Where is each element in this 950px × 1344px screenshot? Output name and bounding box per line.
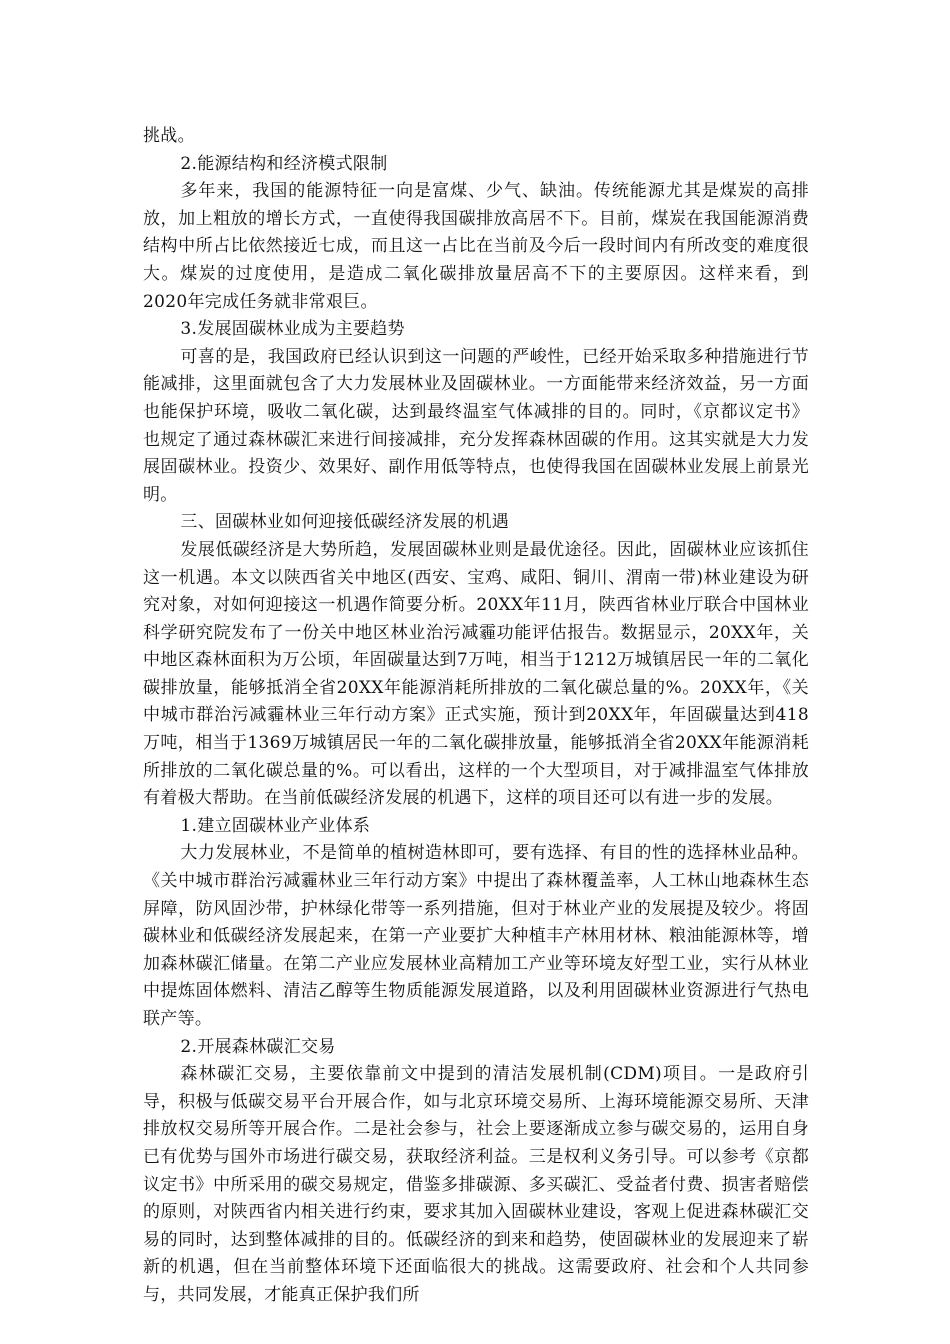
paragraph: 可喜的是，我国政府已经认识到这一问题的严峻性，已经开始采取多种措施进行节能减排，这里面就包含了大力发展林业及固碳林业。一方面能带来经济效益，另一方面也能保护环境，吸收二氧化碳，达到最终温室气体减排的目的。同时，《京都议定书》也规定了通过森林碳汇来进行间接减排，充分发挥森林固碳的作用。这其实就是大力发展固碳林业。投资少、效果好、副作用低等特点，也使得我国在固碳林业发展上前景光明。 [143, 346, 809, 505]
section-heading: 2.开展森林碳汇交易 [180, 1036, 336, 1057]
paragraph-continuation: 挑战。 [143, 126, 195, 146]
section-heading: 3.发展固碳林业成为主要趋势 [180, 319, 405, 340]
section-heading: 1.建立固碳林业产业体系 [180, 815, 371, 836]
paragraph: 森林碳汇交易，主要依靠前文中提到的清洁发展机制(CDM)项目。一是政府引导，积极与低碳交易平台开展合作，如与北京环境交易所、上海环境能源交易所、天津排放权交易所等开展合作。二是社会参与，社会上要逐渐成立参与碳交易的，运用自身已有优势与国外市场进行碳交易，获取经济利益。三是权利义务引导。可以参考《京都议定书》中所采用的碳交易规定，借鉴多排碳源、多买碳汇、受益者付费、损害者赔偿的原则，对陕西省内相关进行约束，要求其加入固碳林业建设，客观上促进森林碳汇交易的同时，达到整体减排的目的。低碳经济的到来和趋势，使固碳林业的发展迎来了崭新的机遇，但在当前整体环境下还面临很大的挑战。这需要政府、社会和个人共同参与，共同发展，才能真正保护我们所 [143, 1064, 809, 1305]
document-body [143, 123, 809, 1310]
paragraph: 发展低碳经济是大势所趋，发展固碳林业则是最优途径。因此，固碳林业应该抓住这一机遇。本文以陕西省关中地区(西安、宝鸡、咸阳、铜川、渭南一带)林业建设为研究对象，对如何迎接这一机遇作简要分析。20XX年11月，陕西省林业厅联合中国林业科学研究院发布了一份关中地区林业治污减霾功能评估报告。数据显示，20XX年，关中地区森林面积为万公顷，年固碳量达到7万吨，相当于1212万城镇居民一年的二氧化碳排放量，能够抵消全省20XX年能源消耗所排放的二氧化碳总量的%。20XX年，《关中城市群治污减霾林业三年行动方案》正式实施，预计到20XX年，年固碳量达到418万吨，相当于1369万城镇居民一年的二氧化碳排放量，能够抵消全省20XX年能源消耗所排放的二氧化碳总量的%。可以看出，这样的一个大型项目，对于减排温室气体排放有着极大帮助。在当前低碳经济发展的机遇下，这样的项目还可以有进一步的发展。 [143, 539, 809, 809]
section-heading: 2.能源结构和经济模式限制 [180, 153, 388, 174]
paragraph: 多年来，我国的能源特征一向是富煤、少气、缺油。传统能源尤其是煤炭的高排放，加上粗放的增长方式，一直使得我国碳排放高居不下。目前，煤炭在我国能源消费结构中所占比依然接近七成，而且这一占比在当前及今后一段时间内有所改变的难度很大。煤炭的过度使用，是造成二氧化碳排放量居高不下的主要原因。这样来看，到2020年完成任务就非常艰巨。 [143, 181, 809, 312]
chapter-heading: 三、固碳林业如何迎接低碳经济发展的机遇 [180, 512, 510, 533]
paragraph: 大力发展林业，不是简单的植树造林即可，要有选择、有目的性的选择林业品种。《关中城市群治污减霾林业三年行动方案》中提出了森林覆盖率，人工林山地森林生态屏障，防风固沙带，护林绿化带等一系列措施，但对于林业产业的发展提及较少。将固碳林业和低碳经济发展起来，在第一产业要扩大种植丰产林用材林、粮油能源林等，增加森林碳汇储量。在第二产业应发展林业高精加工产业等环境友好型工业，实行从林业中提炼固体燃料、清洁乙醇等生物质能源发展道路，以及利用固碳林业资源进行气热电联产等。 [143, 843, 809, 1029]
